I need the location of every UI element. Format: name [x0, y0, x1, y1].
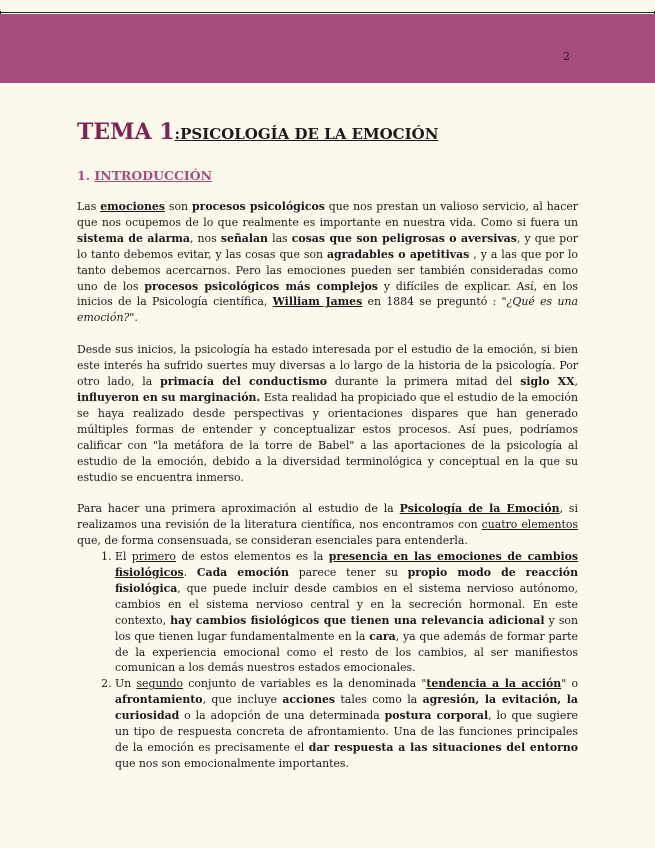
paragraph-history: Desde sus inicios, la psicología ha estado interesada por el estudio de la emoción, si bien este interés ha sufrido suertes muy diversas a lo largo de la historia de la psicología. Por otro lado, la primacía del conductismo durante la primera mitad del siglo XX, influyeron en su marginación. Esta realidad ha propiciado que el estudio de la emoción se haya realizado desde perspectivas y orientaciones dispares que han generado múltiples formas de entender y conceptualizar estos procesos. Así pues, podríamos calificar con "la metáfora de la torre de Babel" a las aportaciones de la psicología al estudio de la emoción, debido a la diversidad terminológica y conceptual en la que su estudio se encuentra inmerso.: [77, 343, 578, 484]
document-body: [77, 118, 578, 772]
page-title: TEMA 1:PSICOLOGÍA DE LA EMOCIÓN: [77, 119, 439, 145]
paragraph-intro: Las emociones son procesos psicológicos que nos prestan un valioso servicio, al hacer que nos ocupemos de lo que realmente es importante en nuestra vida. Como si fuera un sistema de alarma, nos señalan las cosas que son peligrosas o aversivas, y que por lo tanto debemos evitar, y las cosas que son agradables o apetitivas , y a las que por lo tanto debemos acercarnos. Pero las emociones pueden ser también consideradas como uno de los procesos psicológicos más complejos y difíciles de explicar. Así, en los inicios de la Psicología científica, William James en 1884 se preguntó : "¿Qué es una emoción?".: [77, 200, 578, 325]
elements-list: [77, 549, 578, 772]
paragraph-elements: Para hacer una primera aproximación al estudio de la Psicología de la Emoción, si realizamos una revisión de la literatura científica, nos encontramos con cuatro elementos que, de forma consensuada, se consideran esenciales para entenderla.: [77, 502, 579, 548]
list-item: 2. Un segundo conjunto de variables es la denominada "tendencia a la acción" o afrontamiento, que incluye acciones tales como la agresión, la evitación, la curiosidad o la adopción de una determinada postura corporal, lo que sugiere un tipo de respuesta concreta de afrontamiento. Una de las funciones principales de la emoción es precisamente el dar respuesta a las situaciones del entorno que nos son emocionalmente importantes.: [115, 676, 578, 771]
page-top-border: [0, 0, 655, 13]
section-heading: 1. INTRODUCCIÓN: [77, 168, 213, 183]
page-number: 2: [563, 50, 570, 63]
header-band: [0, 14, 655, 83]
list-item: 1. El primero de estos elementos es la presencia en las emociones de cambios fisiológicos. Cada emoción parece tener su propio modo de reacción fisiológica, que puede incluir desde cambios en el sistema nervioso autónomo, cambios en el sistema nervioso central y en la secreción hormonal. En este contexto, hay cambios fisiológicos que tienen una relevancia adicional y son los que tienen lugar fundamentalmente en la cara, ya que además de formar parte de la experiencia emocional como el resto de los cambios, al ser manifiestos comunican a los demás nuestros estados emocionales.: [115, 549, 578, 676]
